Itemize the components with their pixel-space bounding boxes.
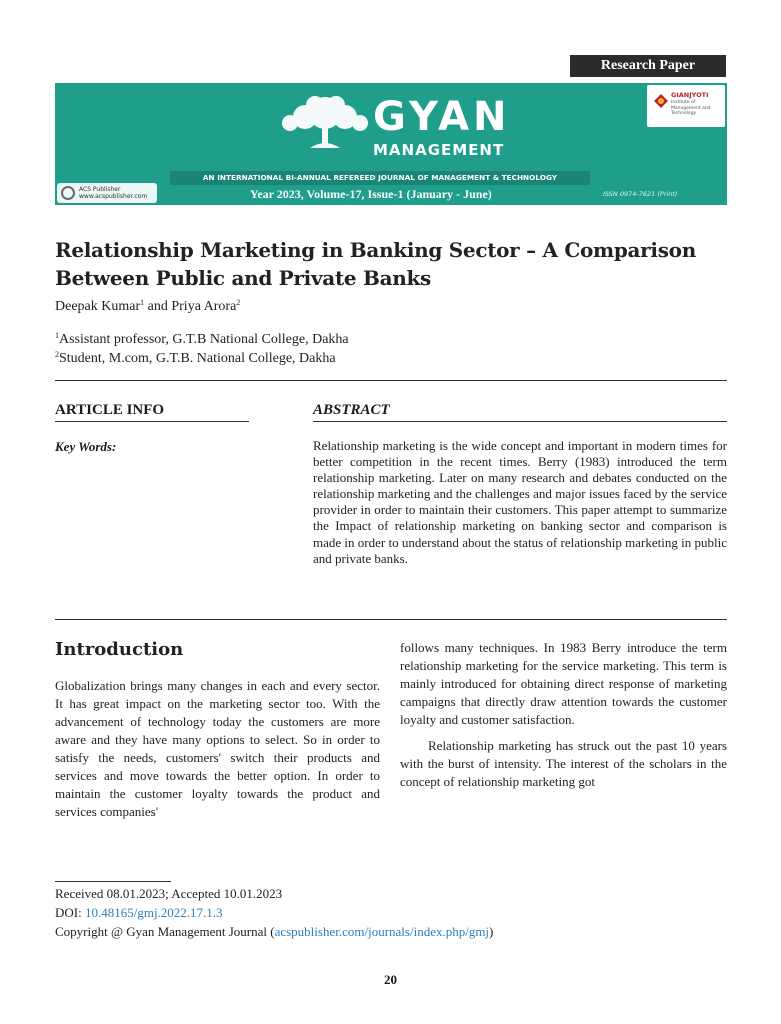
tree-logo-icon [270, 93, 380, 153]
affiliation-1: $^1$Assistant professor, G.T.B National College, Dakha [55, 331, 349, 347]
institute-name: GIANJYOTI [671, 91, 709, 99]
paragraph: Relationship marketing has struck out the past 10 years with the burst of intensity. The interest of the scholars in the concept of relationship marketing got [400, 738, 727, 789]
author-1: Deepak Kumar [55, 299, 141, 314]
journal-link[interactable]: acspublisher.com/journals/index.php/gmj [274, 924, 490, 939]
issn: ISSN 0974-7621 (Print) [603, 190, 678, 198]
issue-info: Year 2023, Volume-17, Issue-1 (January - June) [250, 187, 492, 201]
journal-description: AN INTERNATIONAL BI-ANNUAL REFEREED JOURNAL OF MANAGEMENT & TECHNOLOGY [170, 171, 590, 185]
paragraph: Globalization brings many changes in each and every sector. It has great impact on the marketing sector too. With the advancement of technology today the customers are more aware and they have many options to select. So in order to satisfy the needs, customers' switch their products and services and move towards the better option. In order to maintain the customer loyalty towards the product and services companies' [55, 678, 380, 819]
copyright-line: Copyright @ Gyan Management Journal (acspublisher.com/journals/index.php/gmj) [55, 924, 494, 939]
body-column-left [55, 677, 380, 821]
publisher-logo [57, 183, 157, 203]
doi-line: DOI: 10.48165/gmj.2022.17.1.3 [55, 905, 223, 920]
abstract-heading: ABSTRACT [313, 402, 727, 422]
journal-subtitle: MANAGEMENT [373, 141, 505, 159]
publisher-url: www.acspublisher.com [79, 193, 148, 200]
publisher-circle-icon [61, 186, 75, 200]
received-dates: Received 08.01.2023; Accepted 10.01.2023 [55, 886, 283, 901]
doi-link[interactable]: 10.48165/gmj.2022.17.1.3 [84, 905, 223, 920]
paragraph: follows many techniques. In 1983 Berry introduce the term relationship marketing for the service marketing. This term is mainly introduced for obtaining direct response of marketing campaigns that directly draw attention towards the customer loyalty and customer satisfaction. [400, 640, 727, 727]
article-type-tag: Research Paper [570, 55, 726, 77]
authors: Deepak Kumar$^1$ and Priya Arora$^2$ [55, 298, 241, 314]
divider [55, 619, 727, 620]
institute-emblem-icon [653, 93, 669, 109]
institute-subtitle: Institute of Management and Technology [671, 100, 711, 116]
divider [55, 380, 727, 381]
affiliation-2: $^2$Student, M.com, G.T.B. National College, Dakha [55, 350, 336, 366]
body-column-right [400, 639, 727, 791]
journal-name: GYAN [373, 94, 511, 140]
article-info-heading: ARTICLE INFO [55, 402, 249, 422]
journal-banner [55, 83, 727, 205]
page-number: 20 [384, 972, 397, 987]
article-title: Relationship Marketing in Banking Sector – A Comparison Between Public and Private Banks [55, 238, 696, 290]
institute-logo [647, 85, 725, 127]
author-2: Priya Arora [171, 299, 237, 314]
introduction-heading: Introduction [55, 639, 184, 660]
footnote-divider [55, 881, 171, 882]
keywords-label: Key Words: [55, 439, 117, 454]
publisher-name: ACS Publisher [79, 186, 121, 193]
abstract-text: Relationship marketing is the wide concept and important in modern times for better competition in the recent times. Berry (1983) introduced the term relationship marketing. Later on many research and debates conducted on the relationship marketing and the challenges and major issues faced by the service provider in order to maintain their customers. This paper attempt to summarize the Impact of relationship marketing on banking sector and comparison is made in order to understand about the status of relationship marketing in public and private banks. [313, 438, 727, 566]
